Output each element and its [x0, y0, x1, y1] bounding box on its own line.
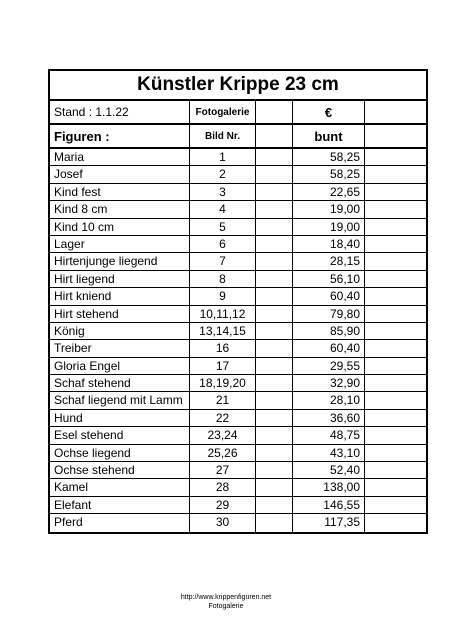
empty-cell — [256, 479, 293, 495]
figure-name: Pferd — [50, 514, 190, 531]
table-body — [50, 149, 426, 532]
empty-cell — [256, 462, 293, 478]
table-row — [50, 514, 426, 531]
table-row — [50, 166, 426, 183]
figure-name: Esel stehend — [50, 427, 190, 443]
bild-number: 4 — [190, 201, 256, 217]
price: 43,10 — [293, 445, 365, 461]
empty-cell — [256, 323, 293, 339]
price: 138,00 — [293, 479, 365, 495]
bild-number: 9 — [190, 288, 256, 304]
figure-name: Hirt kniend — [50, 288, 190, 304]
figure-name: Kind 8 cm — [50, 201, 190, 217]
empty-cell — [365, 149, 426, 165]
bild-number: 27 — [190, 462, 256, 478]
figure-name: Hirtenjunge liegend — [50, 253, 190, 269]
bild-nr-header: Bild Nr. — [190, 125, 256, 147]
empty-cell — [365, 271, 426, 287]
empty-cell — [256, 392, 293, 408]
footer-label: Fotogalerie — [208, 603, 244, 610]
price: 36,60 — [293, 410, 365, 426]
table-row — [50, 288, 426, 305]
empty-cell — [365, 166, 426, 182]
bild-number: 30 — [190, 514, 256, 531]
figure-name: König — [50, 323, 190, 339]
table-row — [50, 445, 426, 462]
figure-name: Schaf liegend mit Lamm — [50, 392, 190, 408]
price: 19,00 — [293, 219, 365, 235]
empty-cell — [365, 410, 426, 426]
price: 79,80 — [293, 306, 365, 322]
figure-name: Ochse liegend — [50, 445, 190, 461]
footer-link[interactable]: http://www.krippenfiguren.net — [180, 594, 272, 601]
table-row — [50, 497, 426, 514]
empty-cell — [256, 201, 293, 217]
figure-name: Kind 10 cm — [50, 219, 190, 235]
empty-cell — [256, 236, 293, 252]
table-row — [50, 392, 426, 409]
empty-cell — [256, 184, 293, 200]
bild-number: 5 — [190, 219, 256, 235]
empty-cell — [365, 306, 426, 322]
empty-header-cell — [256, 101, 293, 123]
empty-cell — [256, 375, 293, 391]
empty-cell — [365, 323, 426, 339]
empty-cell — [256, 288, 293, 304]
bild-number: 13,14,15 — [190, 323, 256, 339]
price: 146,55 — [293, 497, 365, 513]
empty-cell — [256, 166, 293, 182]
empty-cell — [365, 219, 426, 235]
figure-name: Kamel — [50, 479, 190, 495]
empty-header-cell — [365, 125, 426, 147]
price: 32,90 — [293, 375, 365, 391]
empty-cell — [365, 497, 426, 513]
empty-cell — [365, 514, 426, 531]
bunt-header: bunt — [293, 125, 365, 147]
table-row — [50, 271, 426, 288]
empty-cell — [365, 340, 426, 356]
table-row — [50, 149, 426, 166]
empty-cell — [365, 392, 426, 408]
figure-name: Hirt stehend — [50, 306, 190, 322]
empty-header-cell — [256, 125, 293, 147]
price: 48,75 — [293, 427, 365, 443]
bild-number: 16 — [190, 340, 256, 356]
empty-cell — [365, 375, 426, 391]
bild-number: 7 — [190, 253, 256, 269]
empty-cell — [365, 236, 426, 252]
bild-number: 23,24 — [190, 427, 256, 443]
table-row — [50, 358, 426, 375]
bild-number: 29 — [190, 497, 256, 513]
figure-name: Gloria Engel — [50, 358, 190, 374]
price: 52,40 — [293, 462, 365, 478]
empty-cell — [256, 514, 293, 531]
table-row — [50, 427, 426, 444]
price: 22,65 — [293, 184, 365, 200]
bild-number: 17 — [190, 358, 256, 374]
price-table — [48, 69, 428, 534]
empty-cell — [256, 410, 293, 426]
empty-cell — [256, 271, 293, 287]
bild-number: 6 — [190, 236, 256, 252]
price: 28,15 — [293, 253, 365, 269]
price: 60,40 — [293, 288, 365, 304]
table-row — [50, 184, 426, 201]
footer — [0, 593, 452, 611]
figure-name: Josef — [50, 166, 190, 182]
empty-cell — [256, 253, 293, 269]
page-title: Künstler Krippe 23 cm — [50, 71, 426, 101]
figure-name: Ochse stehend — [50, 462, 190, 478]
figure-name: Maria — [50, 149, 190, 165]
table-row — [50, 479, 426, 496]
empty-header-cell — [365, 101, 426, 123]
empty-cell — [256, 497, 293, 513]
bild-number: 18,19,20 — [190, 375, 256, 391]
table-row — [50, 219, 426, 236]
currency-header: € — [293, 101, 365, 123]
figure-name: Elefant — [50, 497, 190, 513]
figure-name: Schaf stehend — [50, 375, 190, 391]
fotogalerie-header: Fotogalerie — [190, 101, 256, 123]
stand-date: Stand : 1.1.22 — [50, 101, 190, 123]
table-row — [50, 410, 426, 427]
figure-name: Hirt liegend — [50, 271, 190, 287]
price: 60,40 — [293, 340, 365, 356]
empty-cell — [365, 358, 426, 374]
figure-name: Hund — [50, 410, 190, 426]
empty-cell — [256, 445, 293, 461]
price: 28,10 — [293, 392, 365, 408]
table-row — [50, 236, 426, 253]
header-row-columns — [50, 125, 426, 149]
price: 56,10 — [293, 271, 365, 287]
empty-cell — [365, 427, 426, 443]
bild-number: 28 — [190, 479, 256, 495]
bild-number: 2 — [190, 166, 256, 182]
price: 85,90 — [293, 323, 365, 339]
empty-cell — [256, 306, 293, 322]
figure-name: Lager — [50, 236, 190, 252]
table-row — [50, 253, 426, 270]
figure-name: Treiber — [50, 340, 190, 356]
figure-name: Kind fest — [50, 184, 190, 200]
empty-cell — [365, 288, 426, 304]
price: 117,35 — [293, 514, 365, 531]
empty-cell — [365, 479, 426, 495]
empty-cell — [256, 358, 293, 374]
bild-number: 8 — [190, 271, 256, 287]
table-row — [50, 462, 426, 479]
bild-number: 10,11,12 — [190, 306, 256, 322]
table-row — [50, 375, 426, 392]
price: 29,55 — [293, 358, 365, 374]
price: 58,25 — [293, 149, 365, 165]
bild-number: 22 — [190, 410, 256, 426]
figuren-header: Figuren : — [50, 125, 190, 147]
bild-number: 25,26 — [190, 445, 256, 461]
bild-number: 1 — [190, 149, 256, 165]
empty-cell — [256, 340, 293, 356]
table-row — [50, 340, 426, 357]
bild-number: 21 — [190, 392, 256, 408]
empty-cell — [365, 253, 426, 269]
empty-cell — [256, 427, 293, 443]
empty-cell — [365, 201, 426, 217]
empty-cell — [365, 445, 426, 461]
empty-cell — [365, 462, 426, 478]
empty-cell — [256, 219, 293, 235]
table-row — [50, 306, 426, 323]
empty-cell — [365, 184, 426, 200]
header-row-stand — [50, 101, 426, 125]
table-row — [50, 201, 426, 218]
price: 19,00 — [293, 201, 365, 217]
empty-cell — [256, 149, 293, 165]
table-row — [50, 323, 426, 340]
price: 58,25 — [293, 166, 365, 182]
bild-number: 3 — [190, 184, 256, 200]
price: 18,40 — [293, 236, 365, 252]
